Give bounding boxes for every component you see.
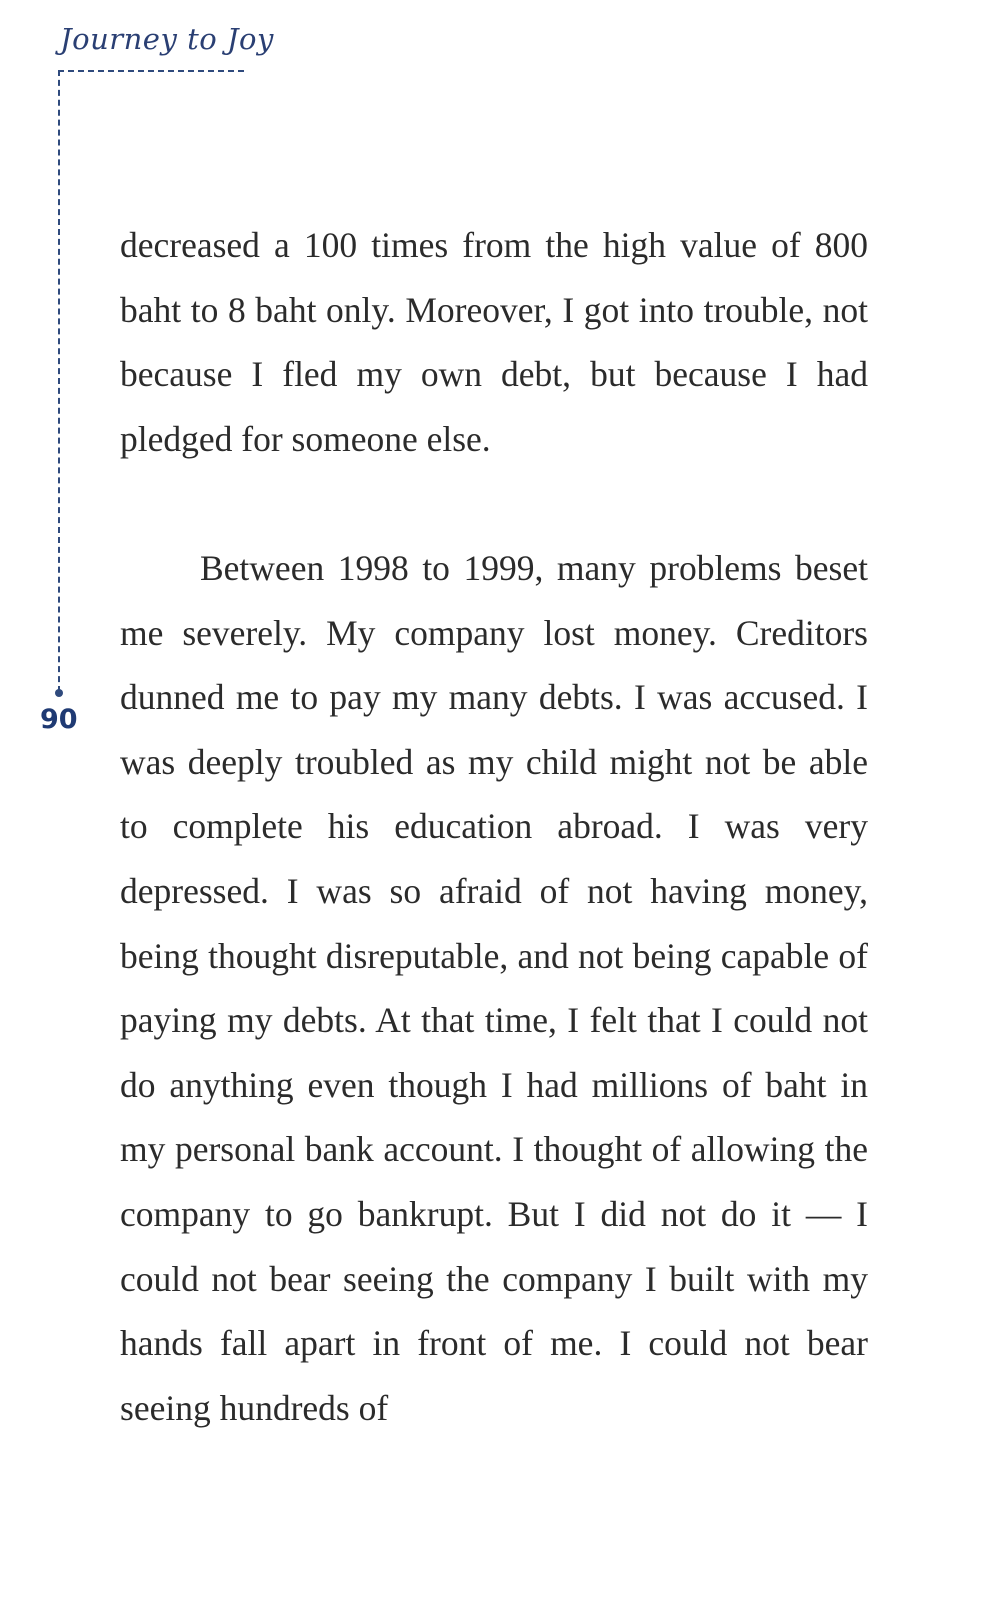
page-number: 90 <box>40 704 78 735</box>
paragraph-1: decreased a 100 times from the high value of 800 baht to 8 baht only. Moreover, I got into trouble, not because I fled my own debt, but because I had pledged for someone else. <box>120 225 868 459</box>
body-text <box>120 213 868 1440</box>
running-head: Journey to Joy <box>60 22 274 56</box>
margin-dashed-line <box>58 70 60 692</box>
paragraph-2: Between 1998 to 1999, many problems beset me severely. My company lost money. Creditors dunned me to pay my many debts. I was accused. I was deeply troubled as my child might not be able to complete his education abroad. I was very depressed. I was so afraid of not having money, being thought disreputable, and not being capable of paying my debts. At that time, I felt that I could not do anything even though I had millions of baht in my personal bank account. I thought of allowing the company to go bankrupt. But I did not do it — I could not bear seeing the company I built with my hands fall apart in front of me. I could not bear seeing hundreds of <box>120 547 868 1428</box>
header-dashed-rule <box>58 70 244 72</box>
margin-dot-marker <box>55 689 63 697</box>
